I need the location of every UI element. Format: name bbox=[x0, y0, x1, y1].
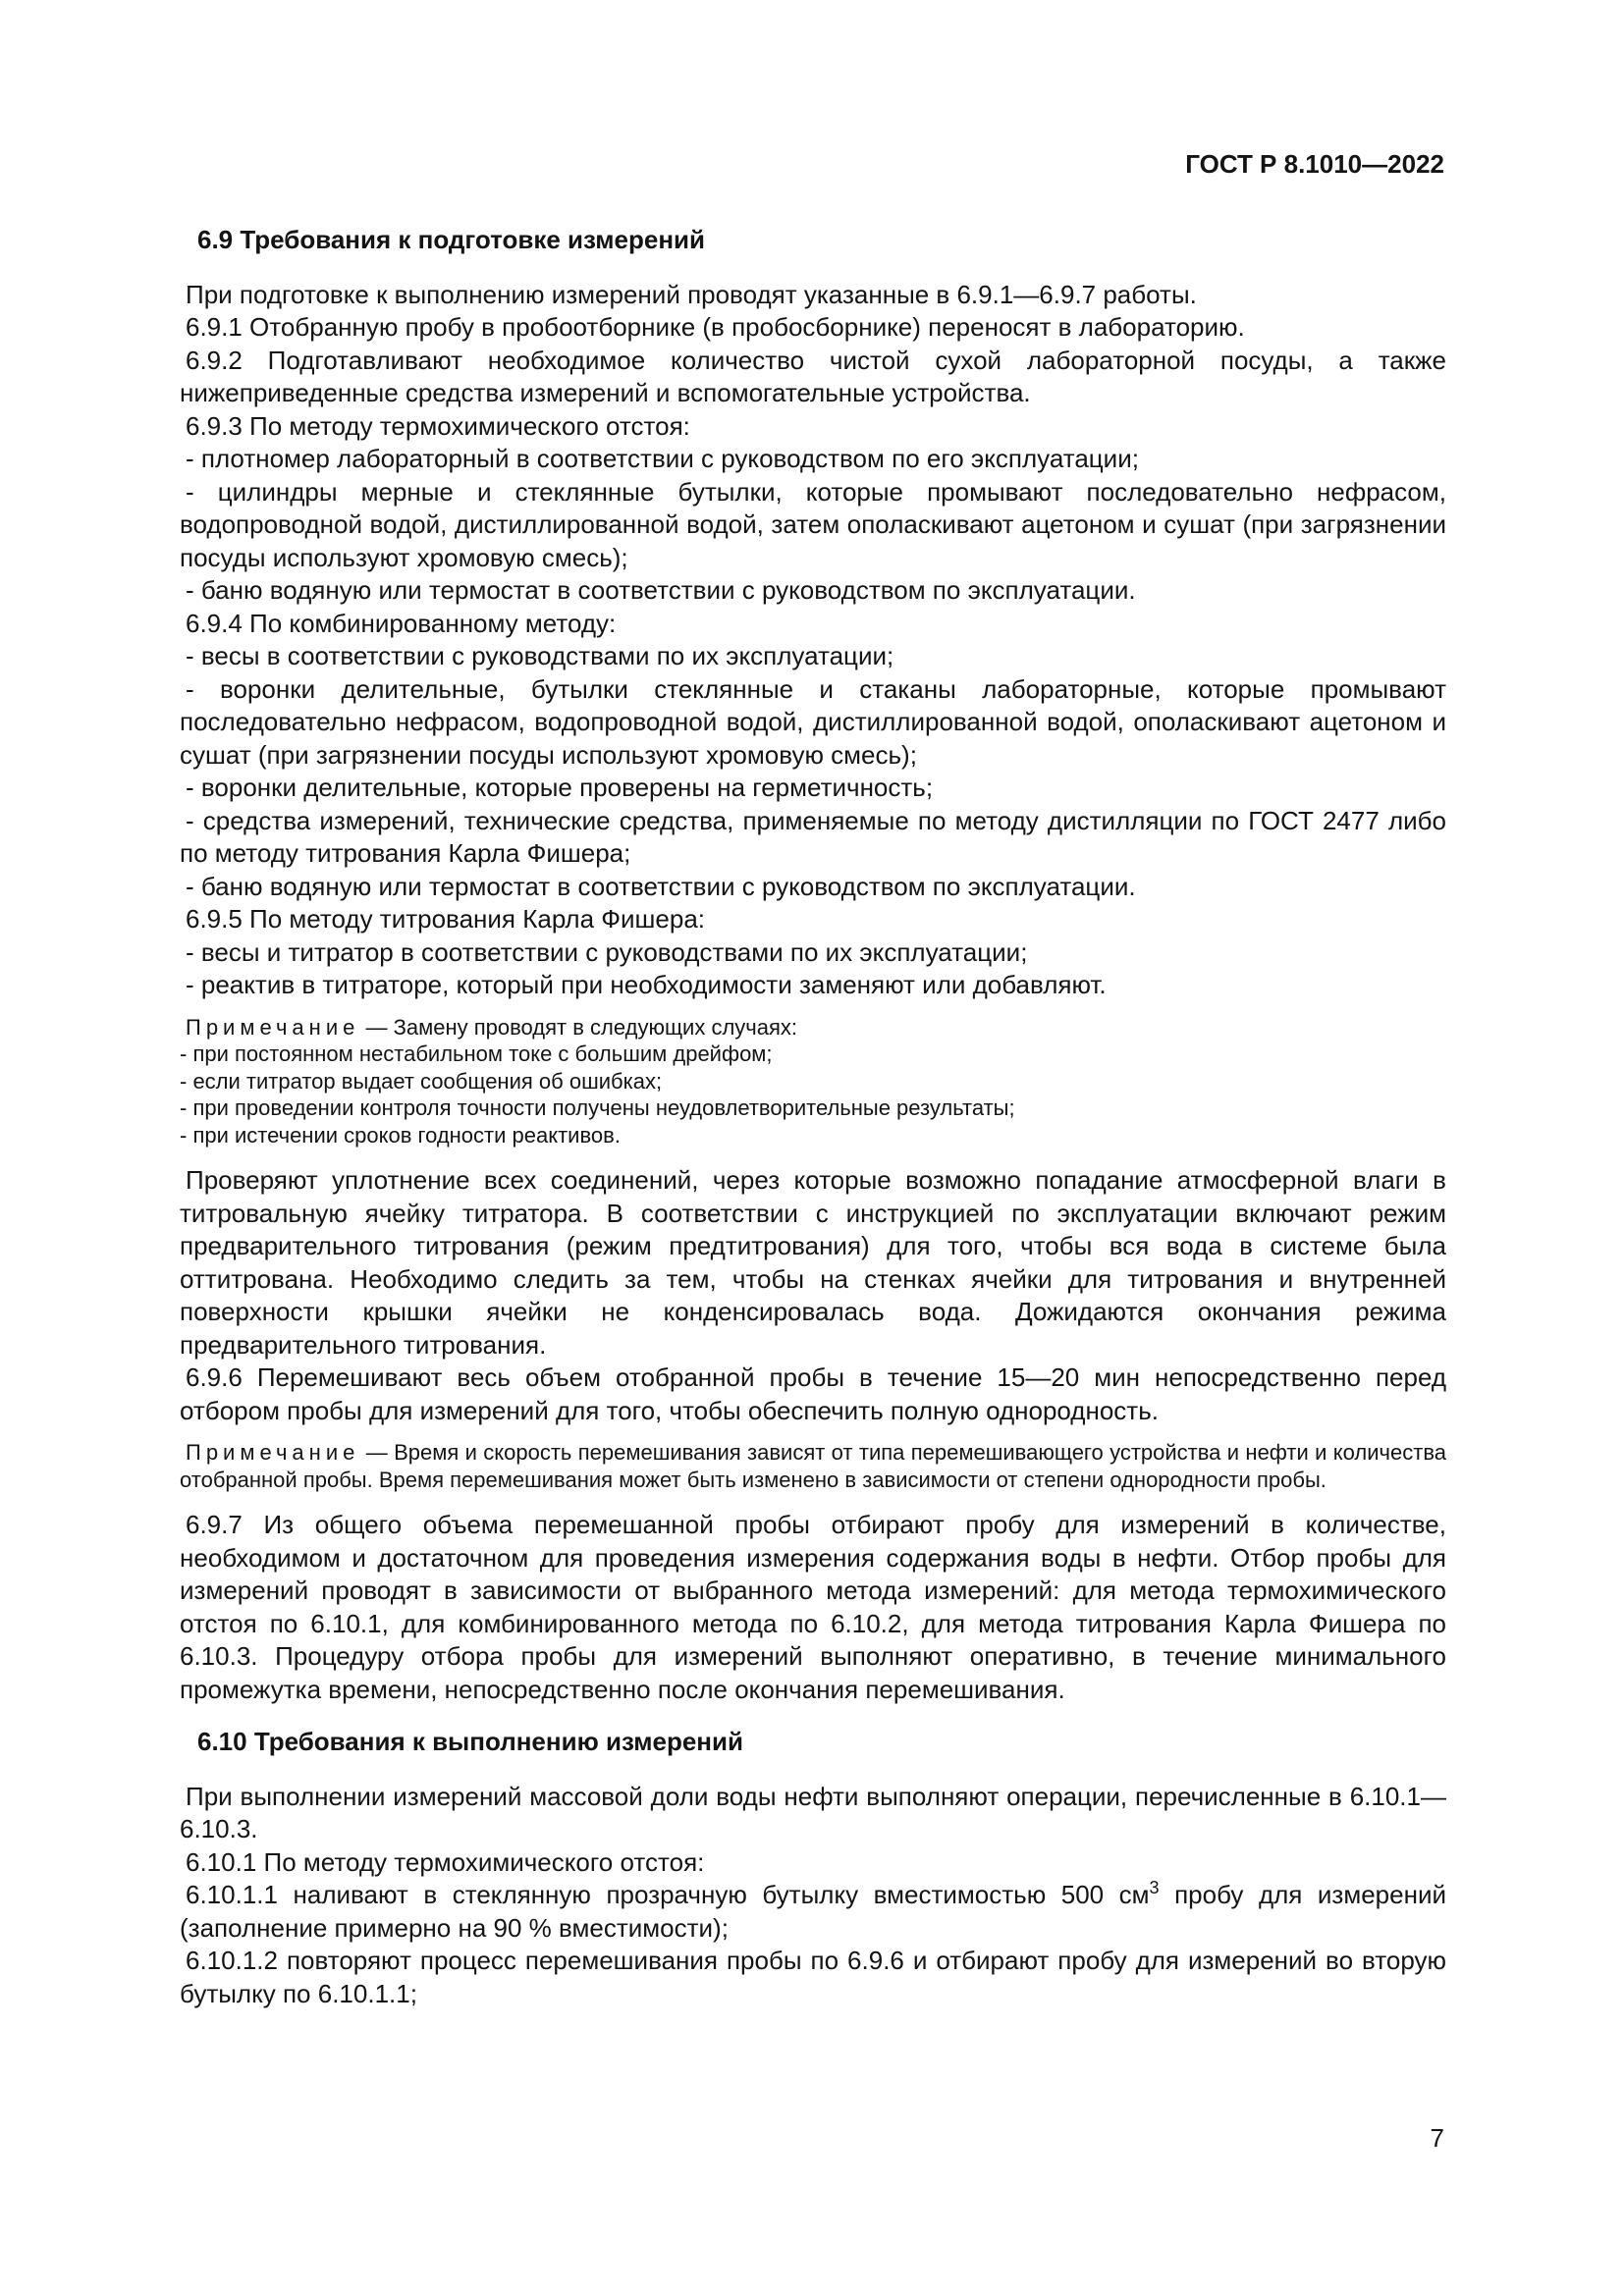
document-header-standard-id: ГОСТ Р 8.1010—2022 bbox=[1185, 149, 1444, 179]
paragraph-6-9-6: 6.9.6 Перемешивают весь объем отобранной пробы в течение 15—20 мин непосредственно перед отбором пробы для измерений для того, чтобы обеспечить полную однородность. bbox=[180, 1362, 1446, 1425]
note-text: — Замену проводят в следующих случаях: bbox=[359, 1014, 798, 1040]
paragraph-seal-check: Проверяют уплотнение всех соединений, через которые возможно попадание атмосферной влаги в титровальную ячейку титратора. В соответствии с инструкцией по эксплуатации включают режим предварительного титрования (режим предтитрования) для того, чтобы вся вода в системе была оттитрована. Необходимо следить за тем, чтобы на стенках ячейки для титрования и внутренней поверхности крышки ячейки не конденсировалась вода. Дожидаются окончания режима предварительного титрования. bbox=[180, 1165, 1446, 1360]
note-text: — Время и скорость перемешивания зависят от типа перемешивающего устройства и нефти и количества отобранной пробы. Время перемешивания может быть изменено в зависимости от степени однородности пробы. bbox=[180, 1440, 1446, 1492]
paragraph-6-9-1: 6.9.1 Отобранную пробу в пробоотборнике (в пробосборнике) переносят в лабораторию. bbox=[186, 312, 1245, 342]
note-list-item: - при постоянном нестабильном токе с большим дрейфом; bbox=[180, 1041, 773, 1066]
superscript-3: 3 bbox=[1149, 1878, 1160, 1897]
list-item: - реактив в титраторе, который при необходимости заменяют или добавляют. bbox=[186, 970, 1107, 999]
paragraph-6-10-1: 6.10.1 По методу термохимического отстоя: bbox=[186, 1846, 705, 1877]
paragraph-6-10-1-1-text-a: 6.10.1.1 наливают в стеклянную прозрачную бутылку вместимостью 500 см bbox=[186, 1880, 1150, 1909]
note-label: Примечание bbox=[186, 1440, 360, 1465]
note-list-item: - если титратор выдает сообщения об ошибках; bbox=[180, 1068, 663, 1094]
note-list-item: - при проведении контроля точности получены неудовлетворительные результаты; bbox=[180, 1095, 1015, 1120]
paragraph-6-10-1-1-text-b: пробу для измерений (заполнение примерно на 90 % вместимости); bbox=[180, 1880, 1447, 1943]
list-item: - баню водяную или термостат в соответствии с руководством по эксплуатации. bbox=[186, 871, 1136, 901]
list-item: - весы и титратор в соответствии с руководствами по их эксплуатации; bbox=[186, 936, 1028, 967]
note-first-line bbox=[180, 1014, 1446, 1041]
note-label: Примечание bbox=[186, 1014, 360, 1040]
list-item: - воронки делительные, бутылки стеклянные и стаканы лабораторные, которые промывают последовательно нефрасом, водопроводной водой, дистиллированной водой, ополаскивают ацетоном и сушат (при загрязнении посуды используют хромовую смесь); bbox=[180, 673, 1446, 770]
list-item: - цилиндры мерные и стеклянные бутылки, которые промывают последовательно нефрасом, водопроводной водой, дистиллированной водой, затем ополаскивают ацетоном и сушат (при загрязнении посуды используют хромовую смесь); bbox=[180, 476, 1446, 572]
paragraph-intro-6-10: При выполнении измерений массовой доли воды нефти выполняют операции, перечисленные в 6.10.1—6.10.3. bbox=[180, 1781, 1446, 1843]
paragraph-6-9-3: 6.9.3 По методу термохимического отстоя: bbox=[186, 410, 690, 441]
section-heading-6-10: 6.10 Требования к выполнению измерений bbox=[197, 1727, 743, 1756]
document-body bbox=[180, 224, 1446, 2010]
list-item: - весы в соответствии с руководствами по их эксплуатации; bbox=[186, 641, 894, 670]
paragraph-6-9-4: 6.9.4 По комбинированному методу: bbox=[186, 608, 617, 638]
paragraph-6-9-7: 6.9.7 Из общего объема перемешанной пробы отбирают пробу для измерений в количестве, необходимом и достаточном для проведения измерения содержания воды в нефти. Отбор пробы для измерений проводят в зависимости от выбранного метода измерений: для метода термохимического отстоя по 6.10.1, для комбинированного метода по 6.10.2, для метода титрования Карла Фишера по 6.10.3. Процедуру отбора пробы для измерений выполняют оперативно, в течение минимального промежутка времени, непосредственно после окончания перемешивания. bbox=[180, 1510, 1446, 1704]
paragraph-6-10-1-2: 6.10.1.2 повторяют процесс перемешивания пробы по 6.9.6 и отбирают пробу для измерений во вторую бутылку по 6.10.1.1; bbox=[180, 1946, 1446, 2008]
note-mixing bbox=[180, 1439, 1446, 1493]
paragraph-intro: При подготовке к выполнению измерений проводят указанные в 6.9.1—6.9.7 работы. bbox=[186, 279, 1197, 309]
list-item: - баню водяную или термостат в соответствии с руководством по эксплуатации. bbox=[186, 575, 1136, 605]
page-number: 7 bbox=[1430, 2123, 1444, 2153]
note-list-item: - при истечении сроков годности реактивов. bbox=[180, 1122, 621, 1148]
paragraph-6-9-2: 6.9.2 Подготавливают необходимое количество чистой сухой лабораторной посуды, а также нижеприведенные средства измерений и вспомогательные устройства. bbox=[180, 345, 1446, 407]
section-heading-6-9: 6.9 Требования к подготовке измерений bbox=[197, 225, 706, 254]
list-item: - воронки делительные, которые проверены на герметичность; bbox=[186, 773, 934, 802]
note-paragraph bbox=[180, 1439, 1446, 1493]
paragraph-6-9-5: 6.9.5 По методу титрования Карла Фишера: bbox=[186, 904, 706, 934]
list-item: - плотномер лабораторный в соответствии с руководством по его эксплуатации; bbox=[186, 444, 1139, 473]
note-replacement bbox=[180, 1014, 1446, 1149]
list-item: - средства измерений, технические средства, применяемые по методу дистилляции по ГОСТ 2477 либо по методу титрования Карла Фишера; bbox=[180, 805, 1446, 868]
paragraph-6-10-1-1 bbox=[180, 1879, 1446, 1945]
